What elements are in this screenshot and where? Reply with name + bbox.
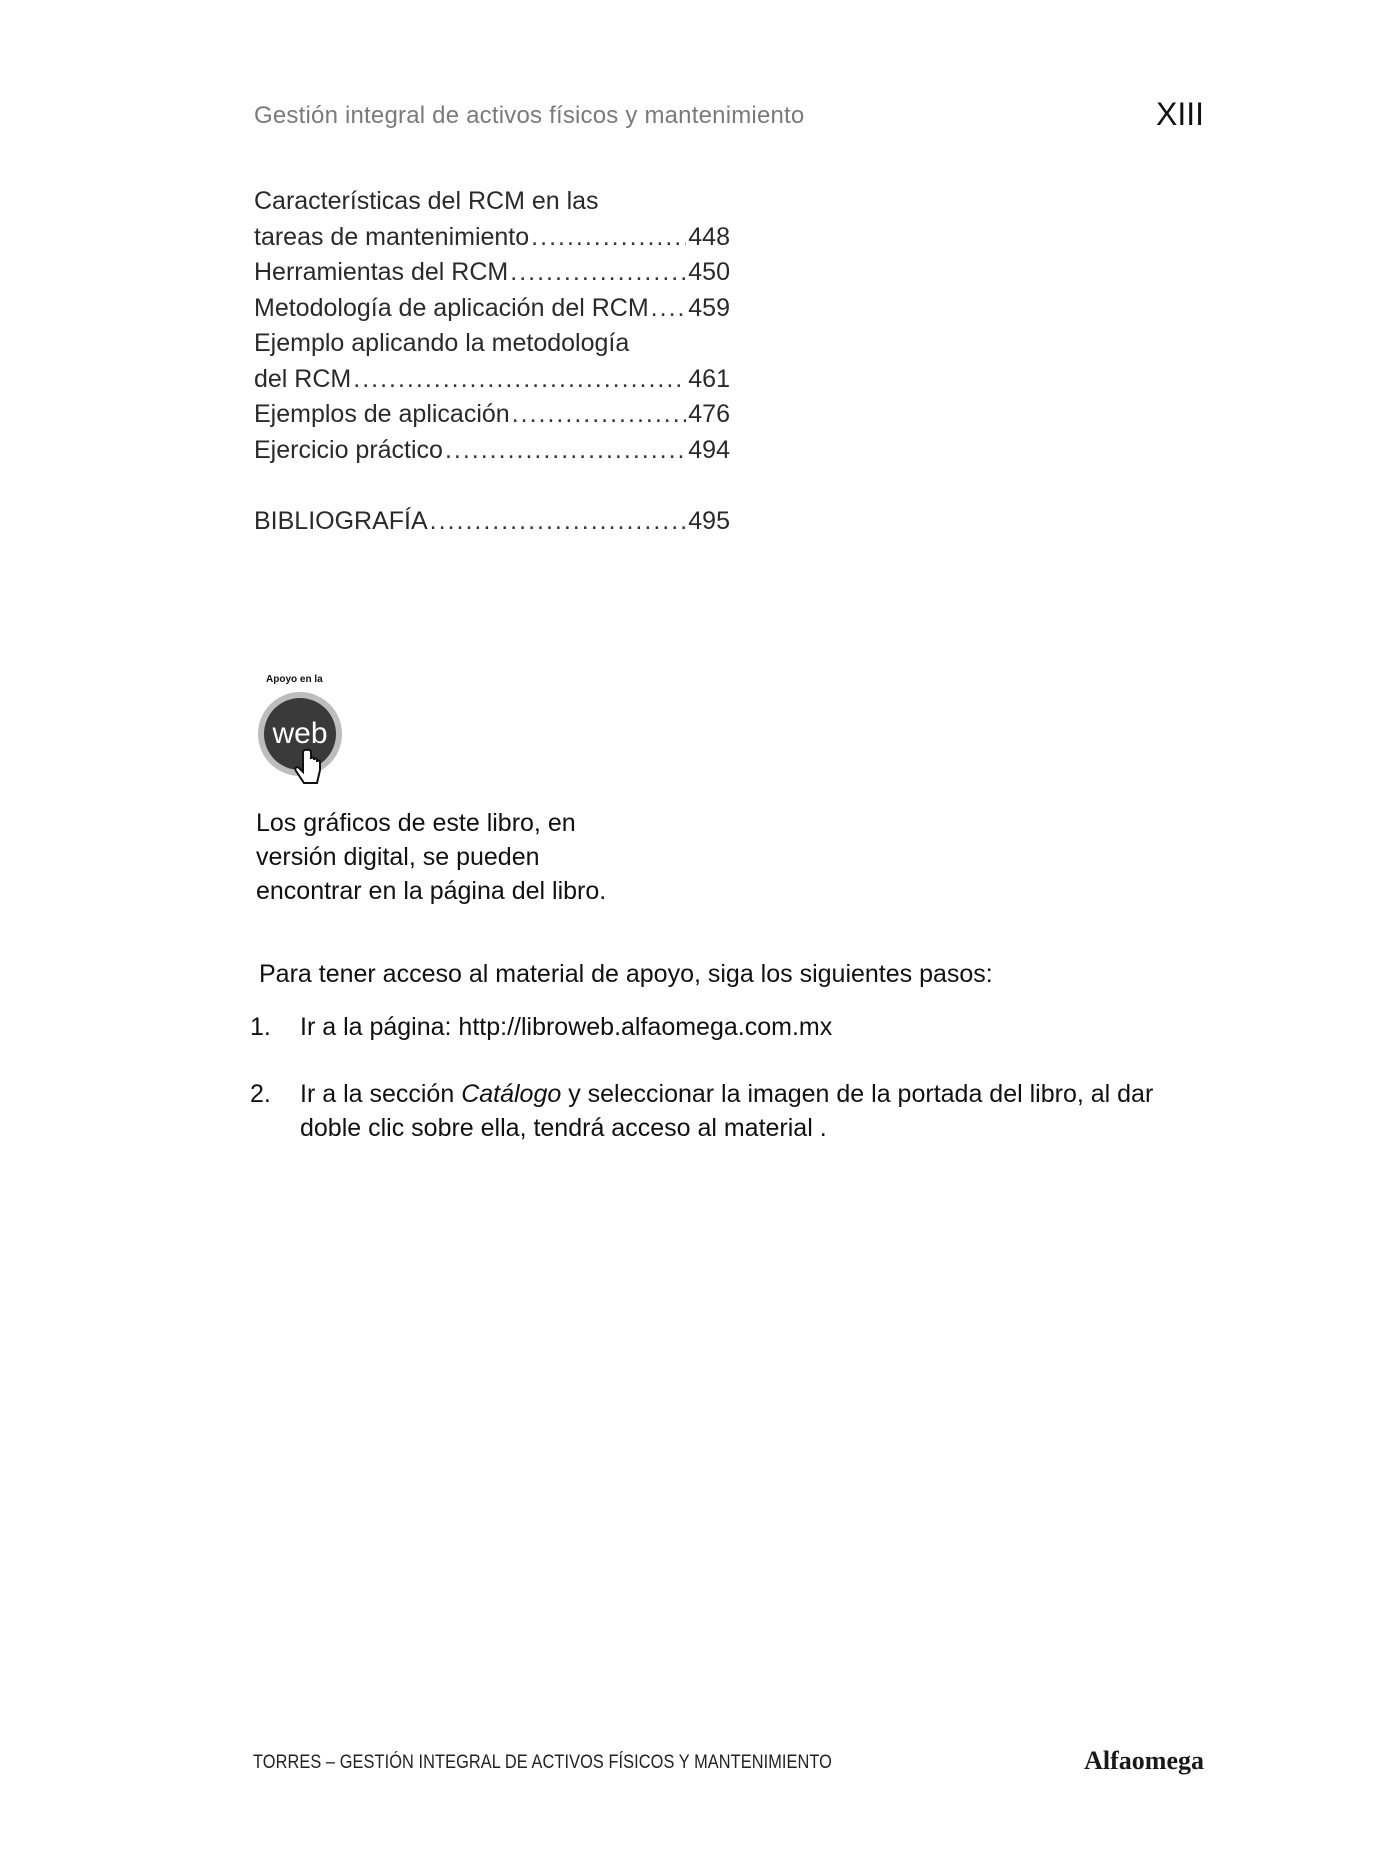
step-text: Ir a la página: http://libroweb.alfaomega.com.mx [300, 1013, 833, 1041]
web-support-badge [257, 670, 347, 790]
toc-entry [254, 184, 730, 220]
caption-line: versión digital, se pueden [256, 843, 540, 871]
toc-leader-dots [445, 433, 686, 469]
toc-entry-title: tareas de mantenimiento [254, 222, 530, 251]
toc-entry-title: Ejemplo aplicando la metodología [254, 329, 630, 357]
toc-entry-page: 459 [688, 293, 730, 322]
step-item [250, 1010, 1170, 1044]
toc-leader-dots [651, 291, 687, 327]
toc-entry-title: BIBLIOGRAFÍA [254, 506, 428, 535]
step-text-part: y seleccionar la imagen de la portada del libro, al dar doble clic sobre ella, tendrá acceso al material . [300, 1080, 1154, 1142]
catalog-section-name: Catálogo [461, 1080, 562, 1108]
page-number: XIII [1155, 96, 1204, 132]
badge-top-label: Apoyo en la [266, 674, 323, 685]
toc-entry [254, 326, 730, 362]
toc-entry [254, 255, 730, 291]
badge-web-word: web [272, 717, 328, 750]
toc-entry-title: Herramientas del RCM [254, 258, 509, 286]
footer-book-title: TORRES – GESTIÓN INTEGRAL DE ACTIVOS FÍSICOS Y MANTENIMIENTO [253, 1752, 832, 1773]
toc-spacer [254, 468, 730, 504]
web-support-caption [256, 806, 676, 908]
caption-line: encontrar en la página del libro. [256, 877, 607, 905]
toc-entry-title: Características del RCM en las [254, 187, 599, 215]
toc-entry-title: Metodología de aplicación del RCM [254, 293, 649, 322]
instructions-intro: Para tener acceso al material de apoyo, siga los siguientes pasos: [259, 960, 993, 988]
step-text [300, 1077, 1170, 1145]
caption-line: Los gráficos de este libro, en [256, 809, 576, 837]
toc-entry-page: 450 [688, 258, 730, 286]
toc-entry [254, 504, 730, 540]
toc-leader-dots [512, 397, 687, 433]
toc-entry-page: 495 [688, 506, 730, 535]
toc-entry [254, 397, 730, 433]
toc-entry-title: del RCM [254, 364, 352, 393]
toc-entry-title: Ejemplos de aplicación [254, 400, 510, 428]
toc-leader-dots [510, 255, 686, 291]
step-number: 2. [250, 1080, 271, 1108]
toc-entry-page: 494 [688, 435, 730, 464]
toc-entry-page: 461 [688, 364, 730, 393]
table-of-contents [254, 184, 730, 539]
footer-publisher: Alfaomega [1084, 1746, 1204, 1775]
toc-entry-page: 448 [688, 222, 730, 251]
web-badge-graphic [257, 670, 347, 790]
toc-leader-dots [353, 362, 686, 398]
toc-entry [254, 433, 730, 469]
running-head-title: Gestión integral de activos físicos y mantenimiento [254, 102, 805, 129]
toc-entry [254, 362, 730, 398]
instructions-steps [250, 1010, 1170, 1178]
step-number: 1. [250, 1013, 271, 1041]
toc-entry [254, 220, 730, 256]
toc-entry-title: Ejercicio práctico [254, 435, 443, 464]
toc-entry-page: 476 [688, 400, 730, 428]
step-item [250, 1077, 1170, 1145]
toc-leader-dots [430, 504, 687, 540]
toc-leader-dots [531, 220, 686, 256]
step-text-part: Ir a la sección [300, 1080, 462, 1108]
toc-entry [254, 291, 730, 327]
